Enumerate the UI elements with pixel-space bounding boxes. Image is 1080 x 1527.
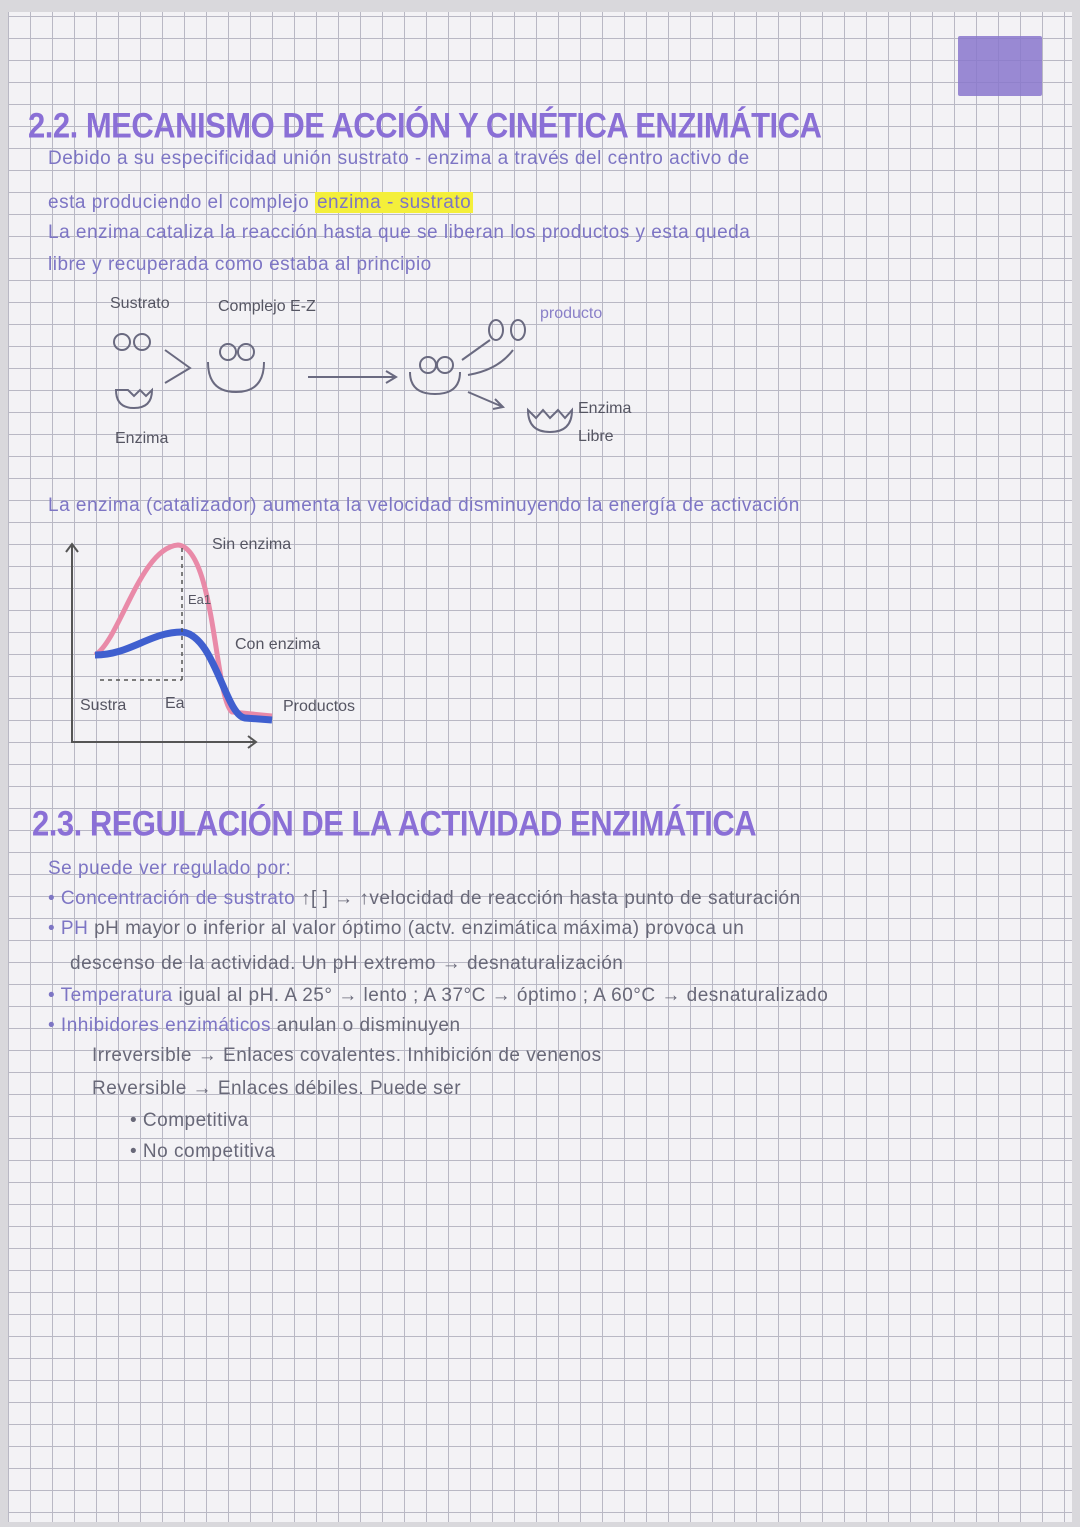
inhibitor-irreversible: Irreversible → Enlaces covalentes. Inhibición de venenos [92, 1045, 602, 1066]
item-label: • Inhibidores enzimáticos [48, 1015, 271, 1036]
label-ea: Ea [165, 695, 185, 712]
label-producto: producto [540, 305, 603, 322]
item-label: • PH [48, 918, 89, 939]
regulation-intro: Se puede ver regulado por: [48, 858, 292, 879]
regulation-item [48, 985, 828, 1007]
highlighted-text: enzima - sustrato [316, 192, 472, 213]
label-enzima: Enzima [115, 430, 169, 447]
inhibitor-reversible: Reversible → Enlaces débiles. Puede ser [92, 1078, 462, 1099]
item-label: • Temperatura [48, 985, 173, 1006]
item-label: • Concentración de sustrato [48, 888, 296, 909]
text-line: La enzima cataliza la reacción hasta que se liberan los productos y esta queda [48, 222, 751, 243]
label-sin-enzima: Sin enzima [212, 536, 292, 553]
regulation-item [48, 888, 801, 910]
label-sustrato: Sustrato [110, 295, 170, 312]
label-productos: Productos [283, 698, 356, 715]
label-ea1: Ea1 [188, 592, 212, 607]
type-competitiva: • Competitiva [130, 1110, 249, 1131]
label-enzima-libre-2: Libre [578, 428, 614, 445]
label-con-enzima: Con enzima [235, 636, 321, 653]
item-text: pH mayor o inferior al valor óptimo (actv. enzimática máxima) provoca un [94, 918, 745, 939]
text-span: esta produciendo el complejo [48, 192, 310, 213]
ea-dashed-line [100, 548, 182, 680]
item-text: anulan o disminuyen [276, 1015, 461, 1036]
regulation-item-continued: descenso de la actividad. Un pH extremo → desnaturalización [70, 953, 624, 974]
graph-intro: La enzima (catalizador) aumenta la velocidad disminuyendo la energía de activación [48, 495, 800, 516]
section-title-2-3: 2.3. REGULACIÓN DE LA ACTIVIDAD ENZIMÁTICA [32, 803, 757, 844]
regulation-item [48, 1015, 461, 1037]
regulation-item [48, 918, 744, 940]
type-no-competitiva: • No competitiva [130, 1141, 276, 1162]
text-line: Debido a su especificidad unión sustrato - enzima a través del centro activo de [48, 148, 750, 169]
text-line: libre y recuperada como estaba al principio [48, 254, 432, 275]
label-complejo: Complejo E-Z [218, 298, 316, 315]
item-text: igual al pH. A 25° → lento ; A 37°C → óptimo ; A 60°C → desnaturalizado [178, 985, 829, 1006]
label-enzima-libre: Enzima [578, 400, 632, 417]
label-sustrato-graph: Sustra [80, 697, 127, 714]
y-axis [66, 544, 256, 748]
section-title-2-2: 2.2. MECANISMO DE ACCIÓN Y CINÉTICA ENZIMÁTICA [28, 105, 822, 146]
item-text: ↑[ ] → ↑velocidad de reacción hasta punto de saturación [301, 888, 801, 909]
